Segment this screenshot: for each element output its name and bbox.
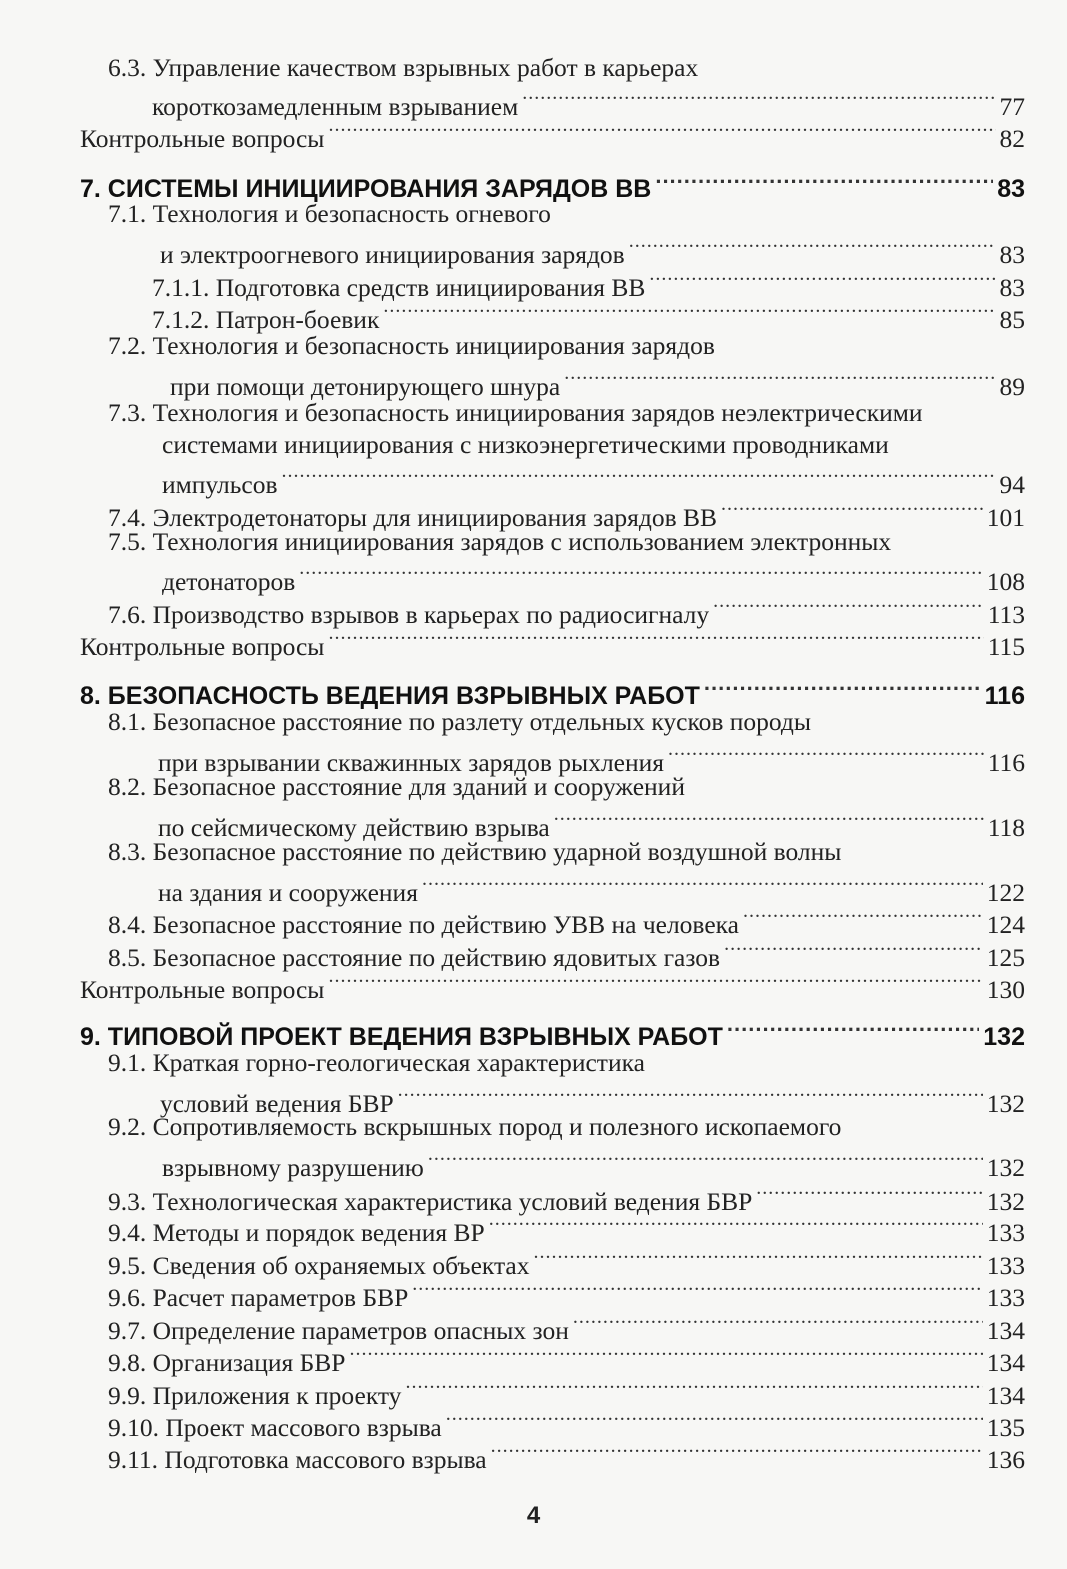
toc-page-number: 125 <box>986 943 1025 972</box>
toc-entry-title: при взрывании скважинных зарядов рыхления <box>158 748 665 777</box>
dot-leader <box>534 1242 983 1274</box>
toc-entry-title: 6.3. Управление качеством взрывных работ в карьерах <box>108 53 699 82</box>
toc-page-number: 83 <box>997 175 1025 203</box>
toc-entry-title: 7. СИСТЕМЫ ИНИЦИИРОВАНИЯ ЗАРЯДОВ ВВ <box>80 175 652 203</box>
toc-entry-title: условий ведения БВР <box>160 1089 394 1118</box>
dot-leader <box>349 1339 982 1371</box>
toc-entry-title: 9.1. Краткая горно-геологическая характеристика <box>108 1048 645 1077</box>
dot-leader <box>704 672 981 704</box>
toc-page-number: 122 <box>986 878 1025 907</box>
toc-entry-title: 9. ТИПОВОЙ ПРОЕКТ ВЕДЕНИЯ ВЗРЫВНЫХ РАБОТ <box>80 1023 723 1051</box>
toc-page-number: 132 <box>986 1153 1025 1182</box>
toc-entry-title: 9.6. Расчет параметров БВР <box>108 1283 409 1312</box>
toc-entry <box>108 706 811 738</box>
toc-entry-title: 7.1. Технология и безопасность огневого <box>108 199 551 228</box>
dot-leader <box>299 558 982 590</box>
dot-leader <box>491 1436 983 1468</box>
dot-leader <box>398 1080 983 1112</box>
toc-entry-title: 9.7. Определение параметров опасных зон <box>108 1316 569 1345</box>
toc-entry-title: 8.2. Безопасное расстояние для зданий и сооружений <box>108 772 685 801</box>
toc-entry <box>108 52 698 84</box>
toc-entry-title: 9.9. Приложения к проекту <box>108 1381 402 1410</box>
toc-entry <box>108 836 841 868</box>
toc-page-number: 116 <box>984 682 1025 710</box>
toc-page-number: 118 <box>987 813 1025 842</box>
toc-entry-title: 7.1.1. Подготовка средств инициирования ВВ <box>152 273 646 302</box>
toc-page-number: 116 <box>987 748 1025 777</box>
dot-leader <box>446 1404 983 1436</box>
toc-page-number: 85 <box>999 305 1025 334</box>
toc-page-number: 124 <box>986 910 1025 939</box>
dot-leader <box>282 461 996 493</box>
toc-entry-title: по сейсмическому действию взрыва <box>158 813 550 842</box>
toc-entry-title: при помощи детонирующего шнура <box>170 372 561 401</box>
toc-entry-title: 9.5. Сведения об охраняемых объектах <box>108 1251 530 1280</box>
toc-entry-title: 8.5. Безопасное расстояние по действию ядовитых газов <box>108 943 721 972</box>
toc-entry-title: на здания и сооружения <box>158 878 418 907</box>
toc-entry <box>108 1111 841 1143</box>
toc-entry-title: 9.11. Подготовка массового взрыва <box>108 1445 487 1474</box>
toc-entry-title: короткозамедленным взрыванием <box>152 92 519 121</box>
toc-page-number: 83 <box>999 240 1025 269</box>
toc-entry-title: детонаторов <box>162 567 296 596</box>
toc-entry-title: 7.6. Производство взрывов в карьерах по радиосигналу <box>108 600 710 629</box>
toc-page-number: 134 <box>986 1348 1025 1377</box>
dot-leader <box>573 1307 983 1339</box>
dot-leader <box>655 165 993 197</box>
toc-entry <box>108 330 715 362</box>
toc-entry-title: 7.3. Технология и безопасность инициирования зарядов неэлектрическими <box>108 398 923 427</box>
toc-entry <box>108 1436 1025 1476</box>
toc-page-number: 83 <box>999 273 1025 302</box>
dot-leader <box>328 623 983 655</box>
page-number: 4 <box>526 1502 541 1529</box>
toc-entry <box>162 429 889 461</box>
dot-leader <box>412 1274 982 1306</box>
toc-page-number: 77 <box>999 92 1025 121</box>
toc-entry-title: 9.10. Проект массового взрыва <box>108 1413 442 1442</box>
dot-leader <box>489 1209 983 1241</box>
dot-leader <box>743 901 983 933</box>
toc-page-number: 89 <box>999 372 1025 401</box>
toc-page-number: 132 <box>986 1187 1025 1216</box>
dot-leader <box>721 494 983 526</box>
toc-page-number: 132 <box>986 1089 1025 1118</box>
toc-entry-title: Контрольные вопросы <box>80 975 325 1004</box>
toc-entry-title: взрывному разрушению <box>162 1153 424 1182</box>
dot-leader <box>328 115 995 147</box>
toc-entry-title: 8.1. Безопасное расстояние по разлету отдельных кусков породы <box>108 707 812 736</box>
toc-entry-title: 7.5. Технология инициирования зарядов с использованием электронных <box>108 527 892 556</box>
toc-page-number: 133 <box>986 1283 1025 1312</box>
dot-leader <box>724 934 983 966</box>
toc-entry-title: 8. БЕЗОПАСНОСТЬ ВЕДЕНИЯ ВЗРЫВНЫХ РАБОТ <box>80 682 700 710</box>
dot-leader <box>668 739 984 771</box>
toc-entry-title: 8.4. Безопасное расстояние по действию УВВ на человека <box>108 910 739 939</box>
toc-entry-title: 7.4. Электродетонаторы для инициирования зарядов ВВ <box>108 503 718 532</box>
toc-entry-title: и электроогневого инициирования зарядов <box>160 240 625 269</box>
toc-page-number: 113 <box>987 600 1025 629</box>
toc-entry-title: 9.8. Организация БВР <box>108 1348 346 1377</box>
dot-leader <box>756 1178 982 1210</box>
toc-questions-entry <box>80 966 1025 1006</box>
toc-page-number: 132 <box>983 1023 1025 1051</box>
dot-leader <box>428 1144 983 1176</box>
toc-entry-title: 7.1.2. Патрон-боевик <box>152 305 380 334</box>
dot-leader <box>522 83 995 115</box>
toc-entry-title: системами инициирования с низкоэнергетическими проводниками <box>162 430 889 459</box>
toc-page-number: 94 <box>999 470 1025 499</box>
toc-page-number: 133 <box>986 1251 1025 1280</box>
dot-leader <box>727 1013 979 1045</box>
dot-leader <box>383 296 995 328</box>
dot-leader <box>629 231 996 263</box>
dot-leader <box>405 1372 982 1404</box>
toc-page-number: 135 <box>986 1413 1025 1442</box>
toc-page-number: 136 <box>986 1445 1025 1474</box>
toc-entry-title: 9.3. Технологическая характеристика условий ведения БВР <box>108 1187 753 1216</box>
toc-page-number: 82 <box>999 124 1025 153</box>
toc-entry-title: Контрольные вопросы <box>80 632 325 661</box>
toc-page-number: 134 <box>986 1316 1025 1345</box>
toc-page-number: 130 <box>986 975 1025 1004</box>
toc-page-number: 115 <box>987 632 1025 661</box>
toc-entry-title: 9.4. Методы и порядок ведения ВР <box>108 1218 485 1247</box>
dot-leader <box>554 804 984 836</box>
dot-leader <box>422 869 983 901</box>
dot-leader <box>713 591 984 623</box>
toc-entry-title: 8.3. Безопасное расстояние по действию ударной воздушной волны <box>108 837 842 866</box>
dot-leader <box>564 363 995 395</box>
toc-entry-title: 7.2. Технология и безопасность инициирования зарядов <box>108 331 715 360</box>
toc-entry <box>108 198 551 230</box>
toc-entry <box>108 397 923 429</box>
toc-entry <box>108 1047 645 1079</box>
toc-page-number: 108 <box>986 567 1025 596</box>
toc-page-number: 101 <box>986 503 1025 532</box>
dot-leader <box>328 966 982 998</box>
toc-entry <box>108 771 685 803</box>
toc-questions-entry <box>80 623 1025 663</box>
toc-questions-entry <box>80 115 1025 155</box>
toc-entry <box>108 526 891 558</box>
toc-entry-title: 9.2. Сопротивляемость вскрышных пород и полезного ископаемого <box>108 1112 842 1141</box>
toc-entry-title: импульсов <box>162 470 278 499</box>
toc-entry-title: Контрольные вопросы <box>80 124 325 153</box>
toc-page-number: 133 <box>986 1218 1025 1247</box>
toc-page-number: 134 <box>986 1381 1025 1410</box>
dot-leader <box>649 264 995 296</box>
